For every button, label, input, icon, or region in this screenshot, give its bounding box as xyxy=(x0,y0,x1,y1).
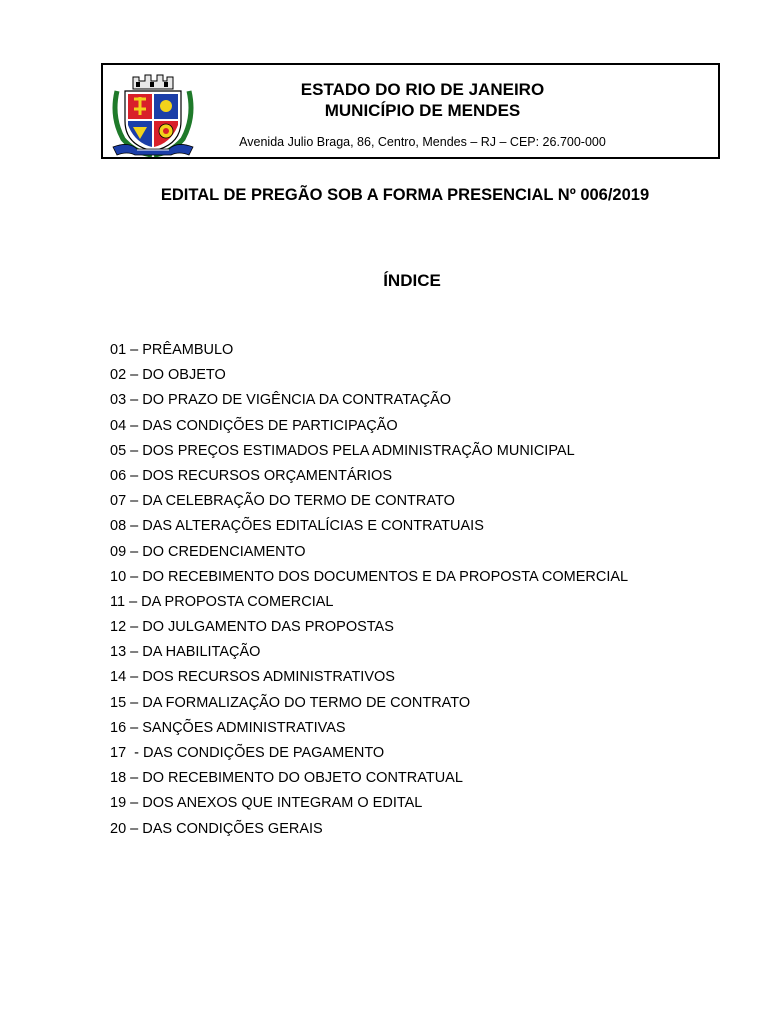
municipality-name: MUNICÍPIO DE MENDES xyxy=(324,101,521,120)
toc-item: 12 – DO JULGAMENTO DAS PROPOSTAS xyxy=(110,619,394,636)
toc-item: 13 – DA HABILITAÇÃO xyxy=(110,644,261,661)
toc-item: 20 – DAS CONDIÇÕES GERAIS xyxy=(110,820,323,837)
toc-item: 10 – DO RECEBIMENTO DOS DOCUMENTOS E DA PROPOSTA COMERCIAL xyxy=(110,568,629,585)
toc-item: 02 – DO OBJETO xyxy=(110,367,226,384)
toc-item: 14 – DOS RECURSOS ADMINISTRATIVOS xyxy=(110,669,395,686)
toc-item: 18 – DO RECEBIMENTO DO OBJETO CONTRATUAL xyxy=(110,770,463,787)
document-title: EDITAL DE PREGÃO SOB A FORMA PRESENCIAL Nº 006/2019 xyxy=(160,186,650,204)
toc-item: 08 – DAS ALTERAÇÕES EDITALÍCIAS E CONTRATUAIS xyxy=(110,518,484,535)
toc-item: 11 – DA PROPOSTA COMERCIAL xyxy=(110,593,334,610)
toc-item: 05 – DOS PREÇOS ESTIMADOS PELA ADMINISTRAÇÃO MUNICIPAL xyxy=(110,442,575,459)
toc-item: 01 – PRÊAMBULO xyxy=(110,342,234,358)
toc-item: 07 – DA CELEBRAÇÃO DO TERMO DE CONTRATO xyxy=(110,493,455,510)
table-of-contents xyxy=(110,339,628,843)
toc-item: 04 – DAS CONDIÇÕES DE PARTICIPAÇÃO xyxy=(110,417,398,434)
municipality-address: Avenida Julio Braga, 86, Centro, Mendes – RJ – CEP: 26.700-000 xyxy=(239,135,606,149)
letterhead xyxy=(101,63,720,159)
state-name: ESTADO DO RIO DE JANEIRO xyxy=(300,80,545,99)
toc-item: 03 – DO PRAZO DE VIGÊNCIA DA CONTRATAÇÃO xyxy=(110,392,452,409)
toc-item: 06 – DOS RECURSOS ORÇAMENTÁRIOS xyxy=(110,467,392,484)
toc-item: 16 – SANÇÕES ADMINISTRATIVAS xyxy=(110,719,346,736)
toc-item: 17 - DAS CONDIÇÕES DE PAGAMENTO xyxy=(110,745,385,761)
toc-item: 19 – DOS ANEXOS QUE INTEGRAM O EDITAL xyxy=(110,795,423,812)
toc-item: 09 – DO CREDENCIAMENTO xyxy=(110,543,306,560)
index-heading: ÍNDICE xyxy=(383,271,441,290)
toc-item: 15 – DA FORMALIZAÇÃO DO TERMO DE CONTRATO xyxy=(110,694,471,711)
